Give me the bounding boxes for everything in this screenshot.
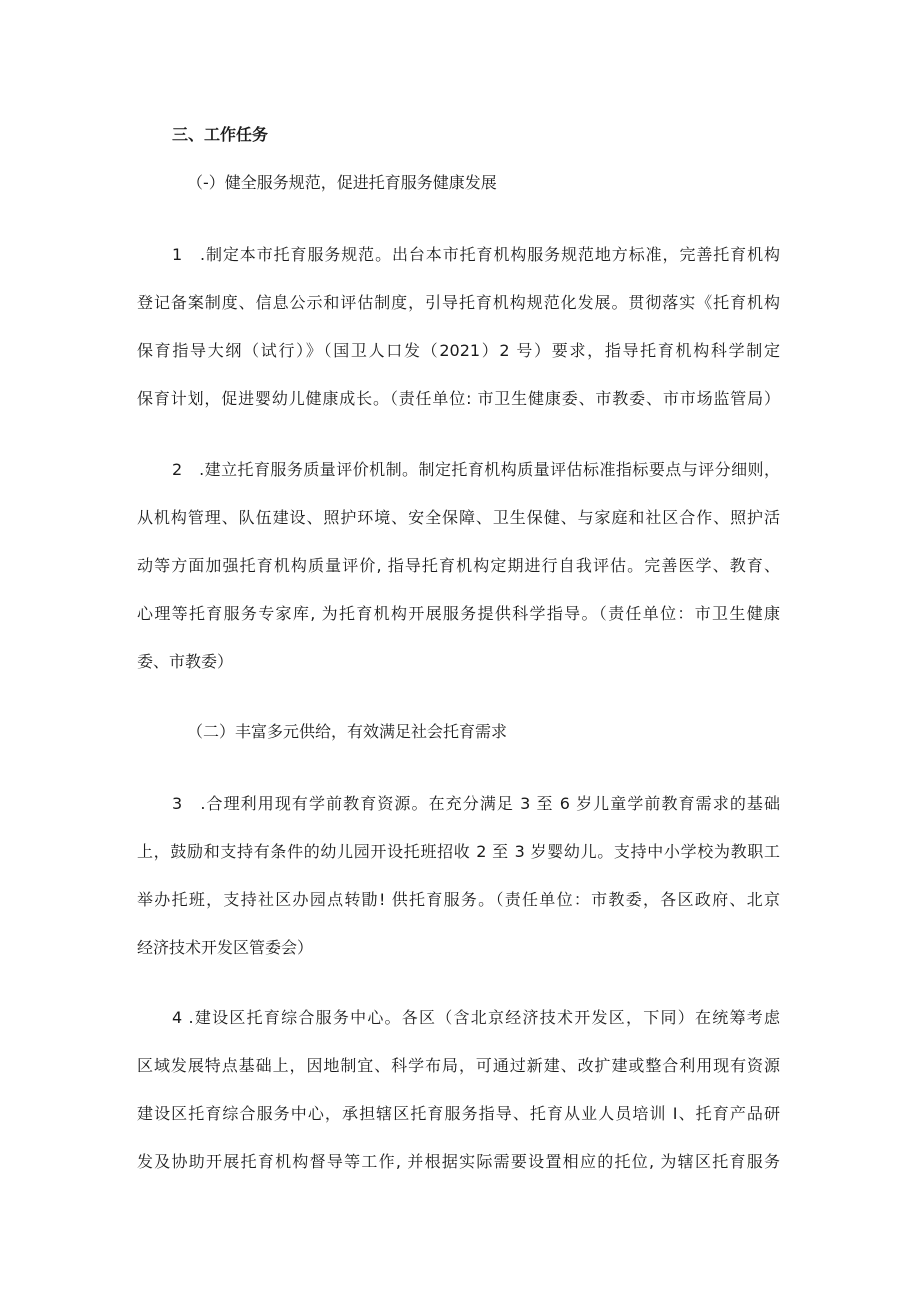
paragraph-1-line: 1 .制定本市托育服务规范。出台本市托育机构服务规范地方标准，完善托育机构 — [172, 245, 780, 264]
paragraph-4-line: 4 .建设区托育综合服务中心。各区（含北京经济技术开发区，下同）在统筹考虑 — [172, 1008, 780, 1027]
paragraph-4-line: 发及协助开展托育机构督导等工作, 并根据实际需要设置相应的托位, 为辖区托育服务 — [137, 1152, 780, 1171]
paragraph-2-line: 委、市教委） — [137, 652, 234, 671]
paragraph-3-line: 举办托班，支持社区办园点转勖! 供托育服务。（责任单位：市教委，各区政府、北京 — [137, 890, 780, 909]
paragraph-3-line: 上，鼓励和支持有条件的幼儿园开设托班招收 2 至 3 岁婴幼儿。支持中小学校为教职工 — [137, 842, 780, 861]
paragraph-4-line: 建设区托育综合服务中心，承担辖区托育服务指导、托育从业人员培训 I、托育产品研 — [137, 1104, 780, 1123]
paragraph-1-line: 登记备案制度、信息公示和评估制度，引导托育机构规范化发展。贯彻落实《托育机构 — [137, 293, 780, 312]
paragraph-2-line: 心理等托育服务专家库, 为托育机构开展服务提供科学指导。（责任单位：市卫生健康 — [137, 604, 780, 623]
subsection-2-heading: （二）丰富多元供给，有效满足社会托育需求 — [187, 722, 508, 741]
paragraph-3-line: 经济技术开发区管委会） — [137, 938, 314, 957]
section-title: 三、工作任务 — [172, 125, 269, 144]
paragraph-2-line: 从机构管理、队伍建设、照护环境、安全保障、卫生保健、与家庭和社区合作、照护活 — [137, 508, 780, 527]
paragraph-2-line: 动等方面加强托育机构质量评价, 指导托育机构定期进行自我评估。完善医学、教育、 — [137, 556, 780, 575]
paragraph-3-line: 3 .合理利用现有学前教育资源。在充分满足 3 至 6 岁儿童学前教育需求的基础 — [172, 794, 780, 813]
paragraph-1-line: 保育指导大纲（试行）》（国卫人口发（2021）2 号）要求，指导托育机构科学制定 — [137, 341, 780, 360]
paragraph-4-line: 区域发展特点基础上，因地制宜、科学布局，可通过新建、改扩建或整合利用现有资源 — [137, 1056, 780, 1075]
subsection-1-heading: （-）健全服务规范，促进托育服务健康发展 — [187, 173, 497, 192]
paragraph-1-line: 保育计划，促进婴幼儿健康成长。（责任单位: 市卫生健康委、市教委、市市场监管局） — [137, 389, 780, 408]
paragraph-2-line: 2 .建立托育服务质量评价机制。制定托育机构质量评估标准指标要点与评分细则， — [172, 460, 780, 479]
